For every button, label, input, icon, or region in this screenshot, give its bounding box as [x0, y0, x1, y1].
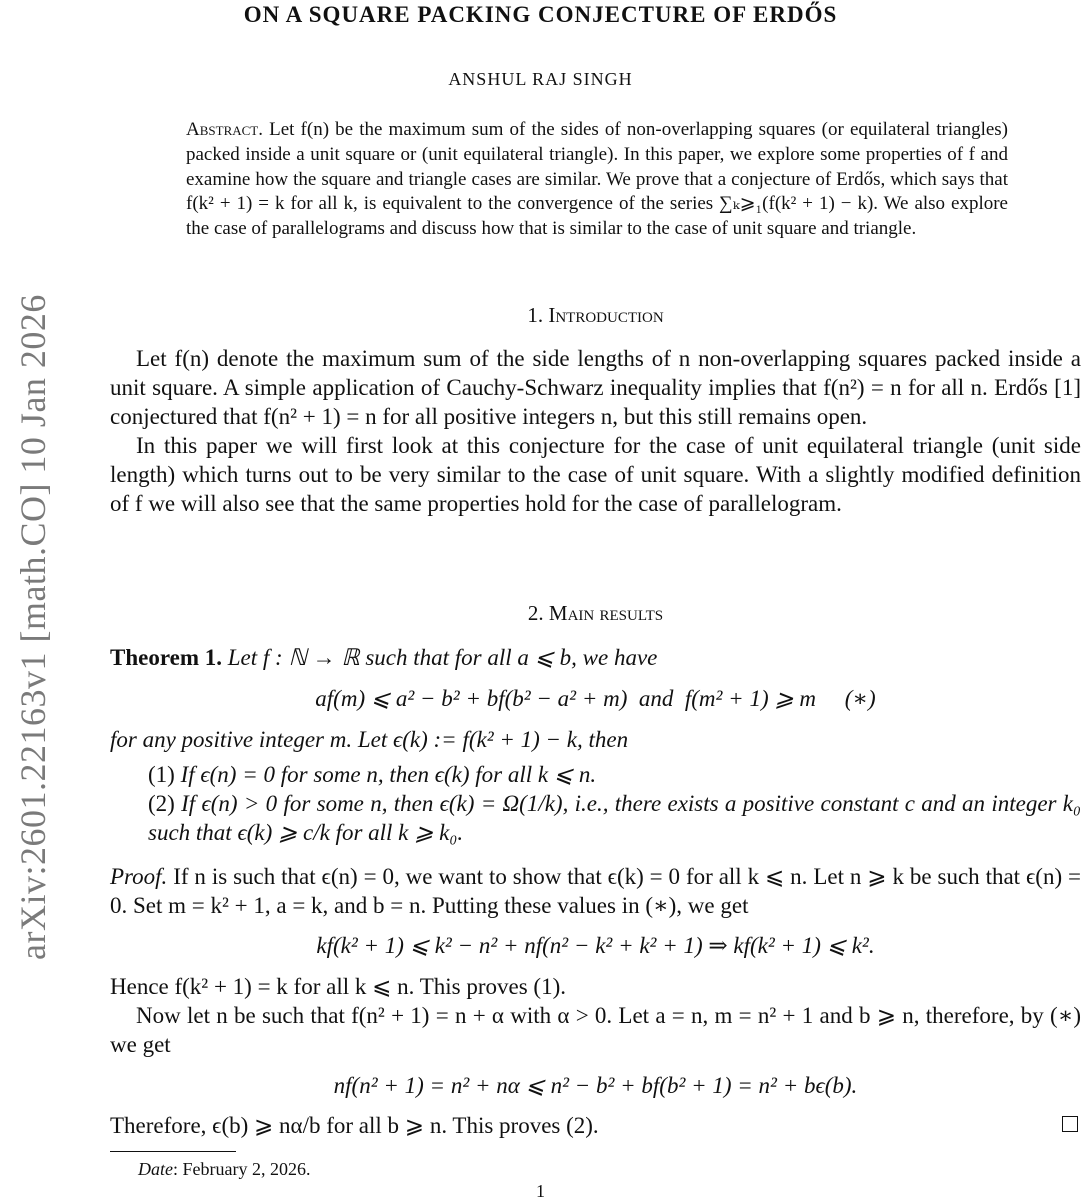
item-1-label: (1)	[148, 762, 175, 787]
arxiv-identifier: arXiv:2601.22163v1 [math.CO] 10 Jan 2026	[13, 294, 53, 960]
footnote-date-label: Date	[138, 1159, 173, 1179]
intro-paragraph-2: In this paper we will first look at this conjecture for the case of unit equilateral triangle (unit side length) which turns out to be very similar to the case of unit square. With a slightly modified definition of f we will also see that the same properties hold for the case of parallelogram.	[110, 433, 1081, 516]
proof-paragraph	[110, 862, 1081, 920]
theorem-item-1	[148, 760, 1081, 789]
page-number: 1	[536, 1181, 545, 1201]
theorem-continuation: for any positive integer m. Let ϵ(k) := f(k² + 1) − k, then	[110, 727, 629, 752]
proof-equation-2: nf(n² + 1) = n² + nα ⩽ n² − b² + bf(b² + 1) = n² + bϵ(b).	[333, 1073, 858, 1098]
abstract-label: Abstract.	[186, 119, 263, 140]
footnote-date	[138, 1157, 310, 1181]
proof-text: If n is such that ϵ(n) = 0, we want to show that ϵ(k) = 0 for all k ⩽ n. Let n ⩾ k be such that ϵ(n) = 0. Set m = k² + 1, a = k, and b = n. Putting these values in (∗), we get	[110, 864, 1081, 918]
paper-title: ON A SQUARE PACKING CONJECTURE OF ERDŐS	[243, 2, 838, 27]
proof-equation-1: kf(k² + 1) ⩽ k² − n² + nf(n² − k² + k² + 1) ⇒ kf(k² + 1) ⩽ k².	[316, 933, 875, 958]
section-heading-main-results: 2. Main results	[527, 601, 664, 625]
theorem-statement	[110, 643, 1081, 672]
theorem-intro: Let f : ℕ → ℝ such that for all a ⩽ b, we have	[222, 645, 658, 670]
footnote-date-text: : February 2, 2026.	[173, 1159, 311, 1179]
proof-conclusion: Therefore, ϵ(b) ⩾ nα/b for all b ⩾ n. This proves (2).	[110, 1113, 599, 1138]
footnote-rule	[110, 1151, 236, 1152]
abstract	[186, 118, 1008, 242]
proof-continued	[110, 972, 1081, 1059]
now-let-paragraph: Now let n be such that f(n² + 1) = n + α with α > 0. Let a = n, m = n² + 1 and b ⩾ n, therefore, by (∗) we get	[110, 1003, 1081, 1057]
theorem-item-2	[148, 789, 1081, 847]
section-heading-introduction: 1. Introduction	[527, 303, 664, 327]
item-2-text: If ϵ(n) > 0 for some n, then ϵ(k) = Ω(1/k), i.e., there exists a positive constant c and an integer k₀ such that ϵ(k) ⩾ c/k for all k ⩾ k₀.	[148, 791, 1081, 845]
theorem-label: Theorem 1.	[110, 645, 223, 670]
author-name: ANSHUL RAJ SINGH	[448, 69, 633, 89]
proof-label: Proof.	[110, 864, 168, 889]
qed-square-icon	[1062, 1116, 1078, 1132]
hence-line: Hence f(k² + 1) = k for all k ⩽ n. This proves (1).	[110, 974, 566, 999]
introduction-body	[110, 344, 1081, 518]
item-1-text: If ϵ(n) = 0 for some n, then ϵ(k) for all k ⩽ n.	[180, 762, 597, 787]
item-2-label: (2)	[148, 791, 175, 816]
theorem-equation: af(m) ⩽ a² − b² + bf(b² − a² + m) and f(m² + 1) ⩾ m (∗)	[315, 686, 876, 711]
intro-paragraph-1: Let f(n) denote the maximum sum of the side lengths of n non-overlapping squares packed inside a unit square. A simple application of Cauchy-Schwarz inequality implies that f(n²) = n for all n. Erdős [1] conjectured that f(n² + 1) = n for all positive integers n, but this still remains open.	[110, 346, 1081, 429]
abstract-text: Let f(n) be the maximum sum of the sides of non-overlapping squares (or equilateral triangles) packed inside a unit square or (unit equilateral triangle). In this paper, we explore some properties of f and examine how the square and triangle cases are similar. We prove that a conjecture of Erdős, which says that f(k² + 1) = k for all k, is equivalent to the convergence of the series ∑ₖ⩾₁(f(k² + 1) − k). We also explore the case of parallelograms and discuss how that is similar to the case of unit square and triangle.	[186, 119, 1008, 240]
